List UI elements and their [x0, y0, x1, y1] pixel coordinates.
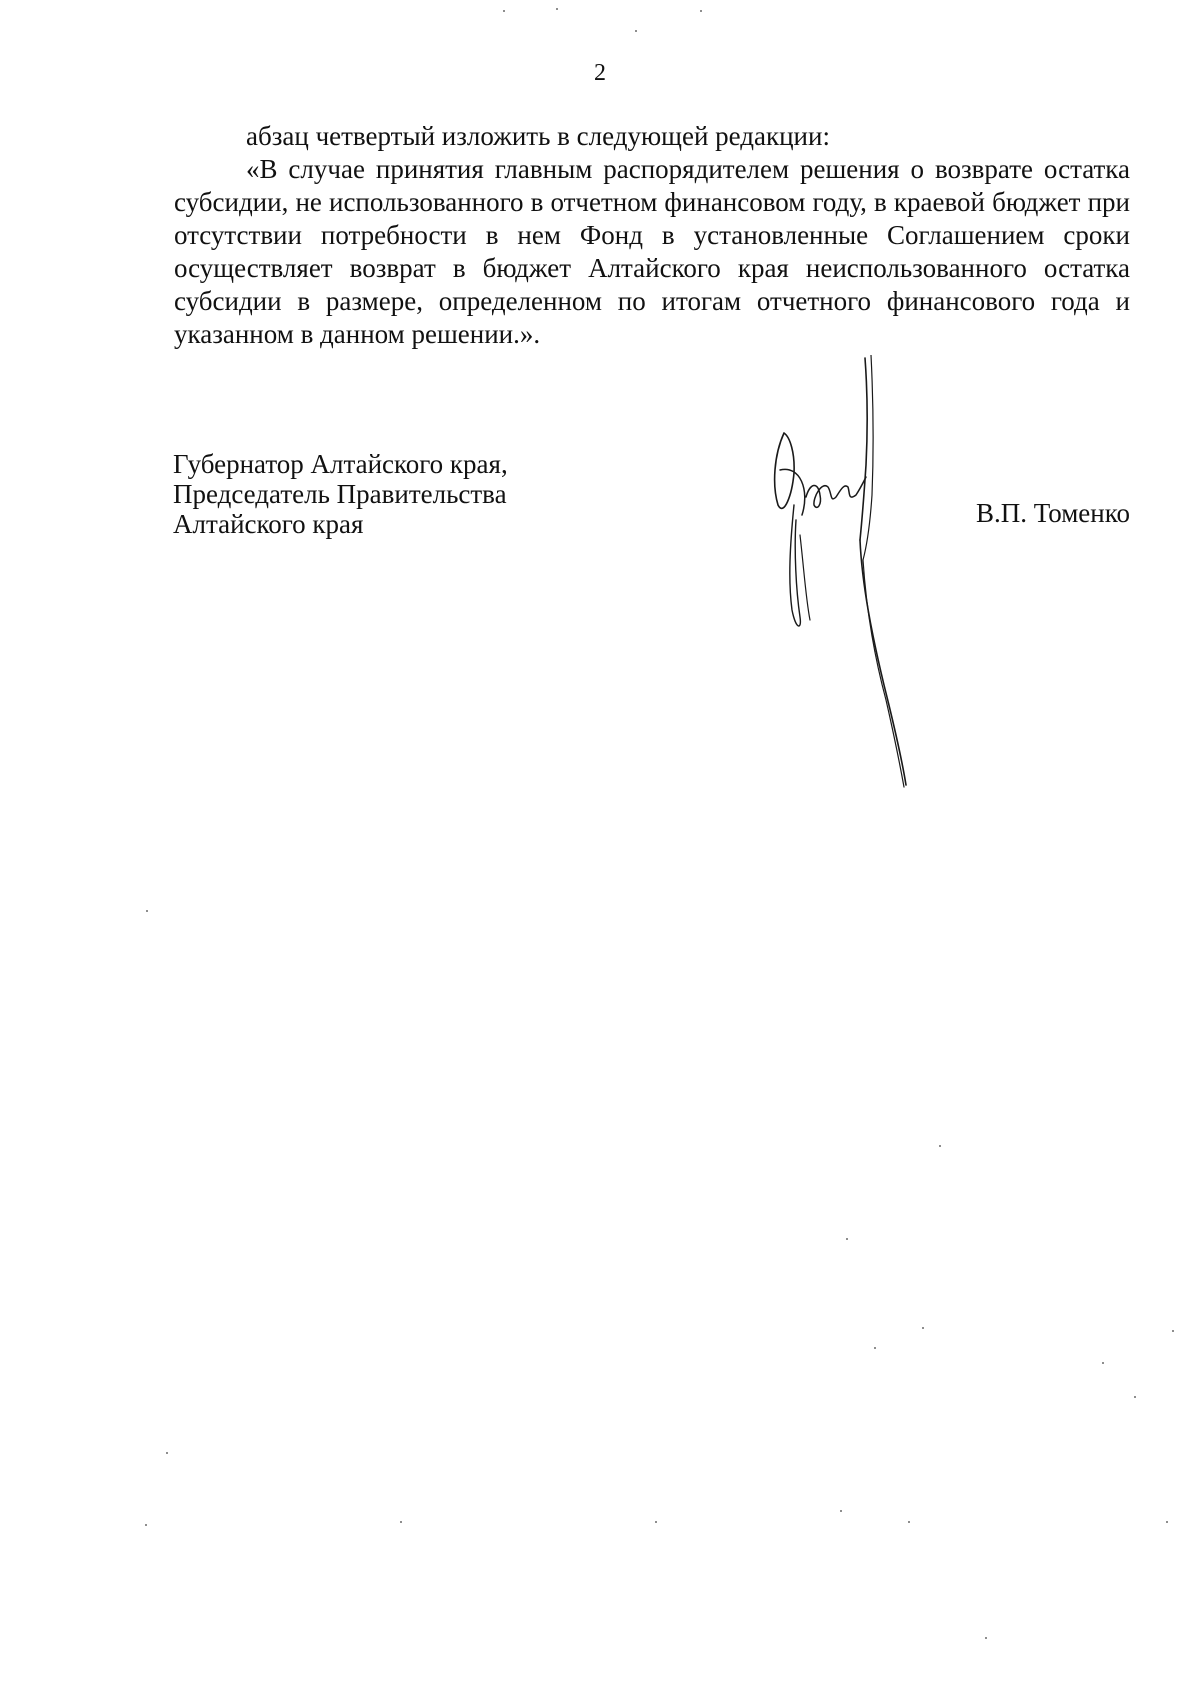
scan-speck [874, 1347, 876, 1349]
scan-speck [655, 1521, 657, 1523]
scan-speck [939, 1145, 941, 1147]
scan-speck [985, 1637, 987, 1639]
signatory-position [173, 449, 508, 539]
page-number: 2 [594, 60, 606, 86]
scan-speck [145, 1524, 147, 1526]
scan-speck [922, 1327, 924, 1329]
scan-speck [503, 10, 505, 12]
scan-speck [846, 1238, 848, 1240]
signatory-name: В.П. Томенко [976, 498, 1130, 528]
scan-speck [146, 910, 148, 912]
scan-speck [1102, 1362, 1104, 1364]
scan-speck [1166, 1521, 1168, 1523]
scan-speck [166, 1452, 168, 1454]
scan-speck [556, 8, 558, 10]
scan-speck [400, 1521, 402, 1523]
scan-speck [1172, 1330, 1174, 1332]
document-body [174, 120, 1130, 351]
paragraph-intro: абзац четвертый изложить в следующей редакции: [246, 121, 830, 151]
scan-speck [1134, 1396, 1136, 1398]
scan-speck [700, 10, 702, 12]
scan-speck [635, 30, 637, 32]
handwritten-signature-icon [770, 355, 950, 790]
position-line: Губернатор Алтайского края, [173, 449, 508, 479]
scan-speck [840, 1510, 842, 1512]
paragraph-quoted-amendment: «В случае принятия главным распорядителем решения о возврате остатка субсидии, не использованного в отчетном финансовом году, в краевой бюджет при отсутствии потребности в нем Фонд в установленные Соглашением сроки осуществляет возврат в бюджет Алтайского края неиспользованного остатка субсидии в размере, определенном по итогам отчетного финансового года и указанном в данном решении.». [174, 154, 1130, 349]
position-line: Председатель Правительства [173, 479, 507, 509]
scan-speck [908, 1521, 910, 1523]
position-line: Алтайского края [173, 509, 364, 539]
